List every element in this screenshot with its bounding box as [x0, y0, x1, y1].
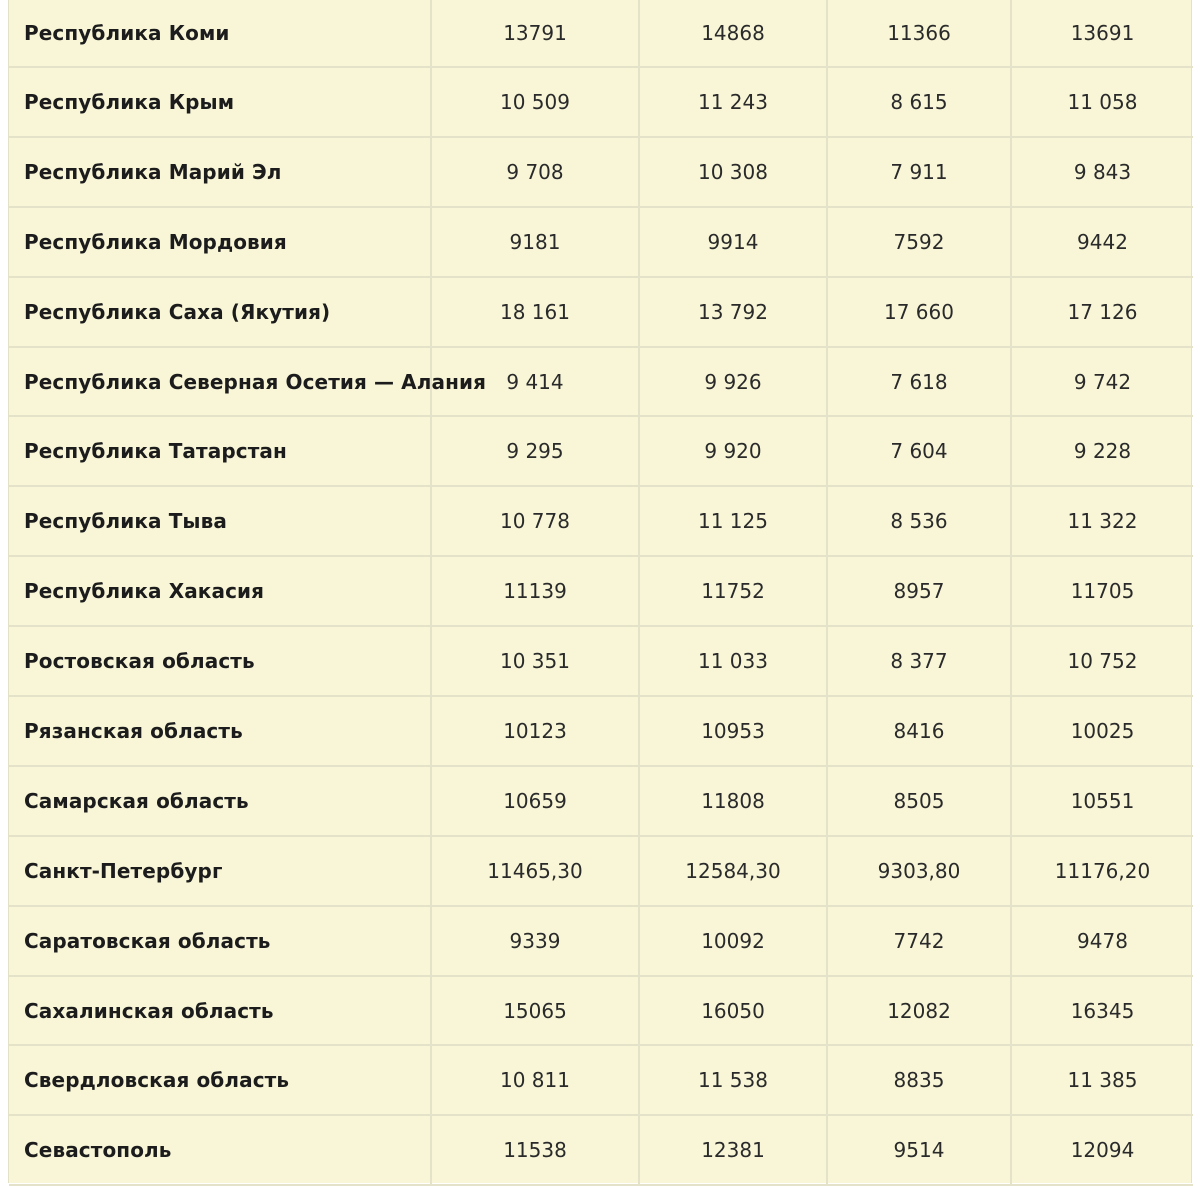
value-cell-col-2: 10 308: [639, 137, 827, 207]
value-cell-col-1: 10 509: [431, 67, 639, 137]
table-row: [9, 906, 1193, 976]
region-name-cell: Санкт-Петербург: [9, 836, 431, 906]
value-cell-col-3: 12082: [827, 976, 1011, 1046]
value-cell-col-1: 10123: [431, 696, 639, 766]
value-cell-col-3: 8 536: [827, 486, 1011, 556]
value-cell-col-2: 10953: [639, 696, 827, 766]
value-cell-col-1: 15065: [431, 976, 639, 1046]
value-cell-col-4: 9 843: [1011, 137, 1193, 207]
value-cell-col-3: 8505: [827, 766, 1011, 836]
value-cell-col-3: 9303,80: [827, 836, 1011, 906]
value-cell-col-3: 7 911: [827, 137, 1011, 207]
value-cell-col-1: 9181: [431, 207, 639, 277]
value-cell-col-1: 9339: [431, 906, 639, 976]
value-cell-col-3: 9514: [827, 1115, 1011, 1185]
table-row: [9, 486, 1193, 556]
region-name-cell: Республика Татарстан: [9, 416, 431, 486]
table-row: [9, 1045, 1193, 1115]
region-name-cell: Сахалинская область: [9, 976, 431, 1046]
value-cell-col-4: 9 742: [1011, 347, 1193, 417]
value-cell-col-2: 11752: [639, 556, 827, 626]
value-cell-col-4: 12094: [1011, 1115, 1193, 1185]
value-cell-col-4: 11 385: [1011, 1045, 1193, 1115]
region-name-cell: Республика Хакасия: [9, 556, 431, 626]
value-cell-col-4: 16345: [1011, 976, 1193, 1046]
value-cell-col-2: 16050: [639, 976, 827, 1046]
region-name-cell: Саратовская область: [9, 906, 431, 976]
table-row: [9, 836, 1193, 906]
value-cell-col-2: 9914: [639, 207, 827, 277]
regional-values-table: [8, 0, 1192, 1183]
value-cell-col-3: 8 377: [827, 626, 1011, 696]
table-row: [9, 207, 1193, 277]
table-row: [9, 137, 1193, 207]
value-cell-col-2: 13 792: [639, 277, 827, 347]
value-cell-col-4: 10 752: [1011, 626, 1193, 696]
value-cell-col-2: 11808: [639, 766, 827, 836]
value-cell-col-1: 11139: [431, 556, 639, 626]
value-cell-col-4: 11705: [1011, 556, 1193, 626]
value-cell-col-2: 11 538: [639, 1045, 827, 1115]
value-cell-col-1: 11538: [431, 1115, 639, 1185]
region-name-cell: Свердловская область: [9, 1045, 431, 1115]
table-row: [9, 976, 1193, 1046]
table-row: [9, 766, 1193, 836]
value-cell-col-3: 7742: [827, 906, 1011, 976]
value-cell-col-2: 12381: [639, 1115, 827, 1185]
region-name-cell: Республика Марий Эл: [9, 137, 431, 207]
region-name-cell: Ростовская область: [9, 626, 431, 696]
value-cell-col-2: 9 926: [639, 347, 827, 417]
data-table: [9, 0, 1193, 1186]
value-cell-col-2: 10092: [639, 906, 827, 976]
table-row: [9, 0, 1193, 67]
value-cell-col-4: 9 228: [1011, 416, 1193, 486]
value-cell-col-4: 13691: [1011, 0, 1193, 67]
value-cell-col-3: 17 660: [827, 277, 1011, 347]
table-body: [9, 0, 1193, 1185]
value-cell-col-1: 18 161: [431, 277, 639, 347]
value-cell-col-1: 10 811: [431, 1045, 639, 1115]
value-cell-col-4: 11 322: [1011, 486, 1193, 556]
value-cell-col-1: 10 351: [431, 626, 639, 696]
value-cell-col-2: 12584,30: [639, 836, 827, 906]
region-name-cell: Севастополь: [9, 1115, 431, 1185]
table-row: [9, 696, 1193, 766]
value-cell-col-4: 10025: [1011, 696, 1193, 766]
table-row: [9, 277, 1193, 347]
value-cell-col-1: 10659: [431, 766, 639, 836]
value-cell-col-4: 10551: [1011, 766, 1193, 836]
table-row: [9, 556, 1193, 626]
value-cell-col-3: 8835: [827, 1045, 1011, 1115]
value-cell-col-3: 8 615: [827, 67, 1011, 137]
table-row: [9, 347, 1193, 417]
region-name-cell: Республика Тыва: [9, 486, 431, 556]
table-row: [9, 626, 1193, 696]
region-name-cell: Республика Саха (Якутия): [9, 277, 431, 347]
region-name-cell: Республика Крым: [9, 67, 431, 137]
value-cell-col-4: 9478: [1011, 906, 1193, 976]
value-cell-col-4: 11176,20: [1011, 836, 1193, 906]
value-cell-col-4: 11 058: [1011, 67, 1193, 137]
value-cell-col-1: 13791: [431, 0, 639, 67]
value-cell-col-2: 11 125: [639, 486, 827, 556]
value-cell-col-3: 7 604: [827, 416, 1011, 486]
region-name-cell: Самарская область: [9, 766, 431, 836]
value-cell-col-4: 17 126: [1011, 277, 1193, 347]
table-row: [9, 1115, 1193, 1185]
value-cell-col-1: 9 414: [431, 347, 639, 417]
table-row: [9, 416, 1193, 486]
table-row: [9, 67, 1193, 137]
value-cell-col-1: 10 778: [431, 486, 639, 556]
region-name-cell: Республика Северная Осетия — Алания: [9, 347, 431, 417]
value-cell-col-3: 11366: [827, 0, 1011, 67]
value-cell-col-4: 9442: [1011, 207, 1193, 277]
value-cell-col-1: 9 708: [431, 137, 639, 207]
region-name-cell: Республика Мордовия: [9, 207, 431, 277]
value-cell-col-3: 8416: [827, 696, 1011, 766]
value-cell-col-3: 7 618: [827, 347, 1011, 417]
region-name-cell: Республика Коми: [9, 0, 431, 67]
value-cell-col-2: 11 033: [639, 626, 827, 696]
region-name-cell: Рязанская область: [9, 696, 431, 766]
value-cell-col-1: 11465,30: [431, 836, 639, 906]
value-cell-col-2: 11 243: [639, 67, 827, 137]
value-cell-col-3: 8957: [827, 556, 1011, 626]
value-cell-col-2: 9 920: [639, 416, 827, 486]
value-cell-col-1: 9 295: [431, 416, 639, 486]
value-cell-col-3: 7592: [827, 207, 1011, 277]
value-cell-col-2: 14868: [639, 0, 827, 67]
